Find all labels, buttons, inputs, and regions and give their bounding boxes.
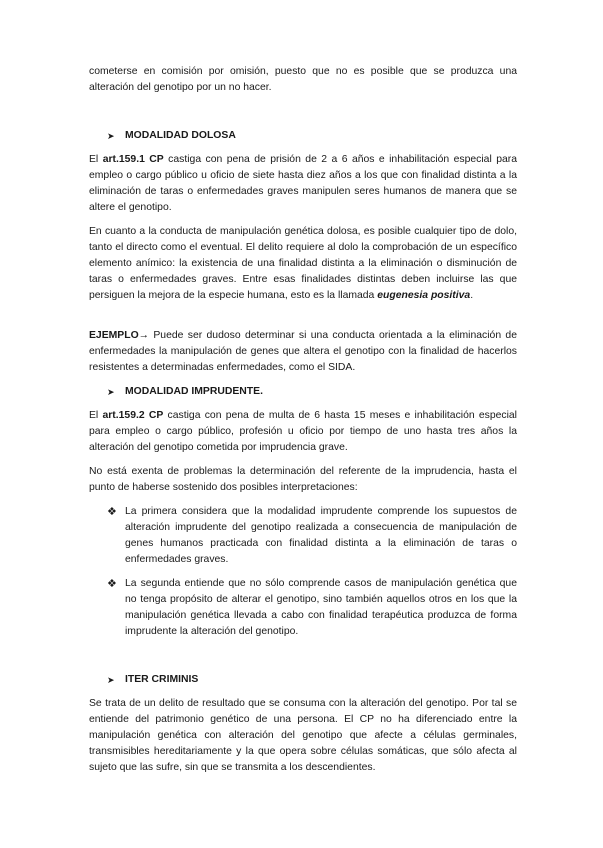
iter-paragraph-text: Se trata de un delito de resultado que se consuma con la alteración del genotipo. Por tal se entiende del patrimonio genético de una persona. El CP no ha diferenciado entre la manipulación genética con alteración del genotipo que afecte a células germinales, transmisibles hereditariamente y la que opera sobre células somáticas, que sólo afecta al sujeto que las sufre, sin que se transmita a los descendientes. <box>89 698 517 773</box>
heading-dolosa-label: MODALIDAD DOLOSA <box>125 130 236 141</box>
arrow-bullet-icon: ➤ <box>107 675 115 685</box>
intro-paragraph <box>89 64 517 96</box>
section-heading-iter <box>107 672 198 688</box>
text-run: . <box>470 290 474 301</box>
imprudente-paragraph-2 <box>89 464 517 496</box>
heading-imprudente-label: MODALIDAD IMPRUDENTE. <box>125 386 263 397</box>
text-run: El <box>89 154 103 165</box>
intro-text: cometerse en comisión por omisión, puesto que no es posible que se produzca una alteración del genotipo por un no hacer. <box>89 66 517 93</box>
emphasis-term: eugenesia positiva <box>377 290 471 301</box>
text-run: castiga con pena de multa de 6 hasta 15 meses e inhabilitación especial para empleo o cargo público, profesión u oficio por tiempo de uno hasta tres años la alteración del genotipo cometida por imprudencia grave. <box>89 410 517 453</box>
imprudente-paragraph-1 <box>89 408 517 456</box>
article-reference: art.159.1 CP <box>102 154 164 165</box>
text-run: castiga con pena de prisión de 2 a 6 años e inhabilitación especial para empleo o cargo público u oficio de siete hasta diez años a los que con finalidad distinta a la eliminación de taras o enfermedades graves manipulen seres humanos de manera que se altere el genotipo. <box>89 154 517 213</box>
section-heading-dolosa <box>107 128 236 144</box>
heading-iter-label: ITER CRIMINIS <box>125 674 199 685</box>
example-label: EJEMPLO→ <box>89 330 150 341</box>
list-item <box>107 504 517 568</box>
iter-paragraph <box>89 696 517 776</box>
dolosa-paragraph-2 <box>89 224 517 304</box>
bullet-text: La segunda entiende que no sólo comprende casos de manipulación genética que no tenga propósito de alterar el genotipo, sino también aquellos otros en los que la manipulación genética llevada a cabo con finalidad terapéutica produzca de forma imprudente la alteración del genotipo. <box>125 578 517 637</box>
diamond-bullet-icon: ❖ <box>107 578 117 590</box>
bullet-text: La primera considera que la modalidad imprudente comprende los supuestos de alteración imprudente del genotipo realizada a consecuencia de manipulación de genes humanos practicada con finalidad distinta a la eliminación de taras o enfermedades graves. <box>125 506 517 565</box>
arrow-bullet-icon: ➤ <box>107 131 115 141</box>
imprudente-paragraph-2-text: No está exenta de problemas la determinación del referente de la imprudencia, hasta el punto de haberse sostenido dos posibles interpretaciones: <box>89 466 517 493</box>
text-run: El <box>89 410 103 421</box>
article-reference: art.159.2 CP <box>102 410 164 421</box>
example-text: Puede ser dudoso determinar si una conducta orientada a la eliminación de enfermedades la manipulación de genes que altera el genotipo con la finalidad de hacerlos resistentes a determinadas enfermedades, como el SIDA. <box>89 330 517 373</box>
text-run: En cuanto a la conducta de manipulación genética dolosa, es posible cualquier tipo de dolo, tanto el directo como el eventual. El delito requiere al dolo la comprobación de un específico elemento anímico: la existencia de una finalidad distinta a la eliminación o disminución de taras o enfermedades graves. Entre esas finalidades distintas deben incluirse las que persiguen la mejora de la especie humana, esto es la llamada <box>89 226 517 301</box>
section-heading-imprudente <box>107 384 263 400</box>
dolosa-paragraph-1 <box>89 152 517 216</box>
dolosa-example <box>89 328 517 376</box>
arrow-bullet-icon: ➤ <box>107 387 115 397</box>
diamond-bullet-icon: ❖ <box>107 506 117 518</box>
list-item <box>107 576 517 640</box>
